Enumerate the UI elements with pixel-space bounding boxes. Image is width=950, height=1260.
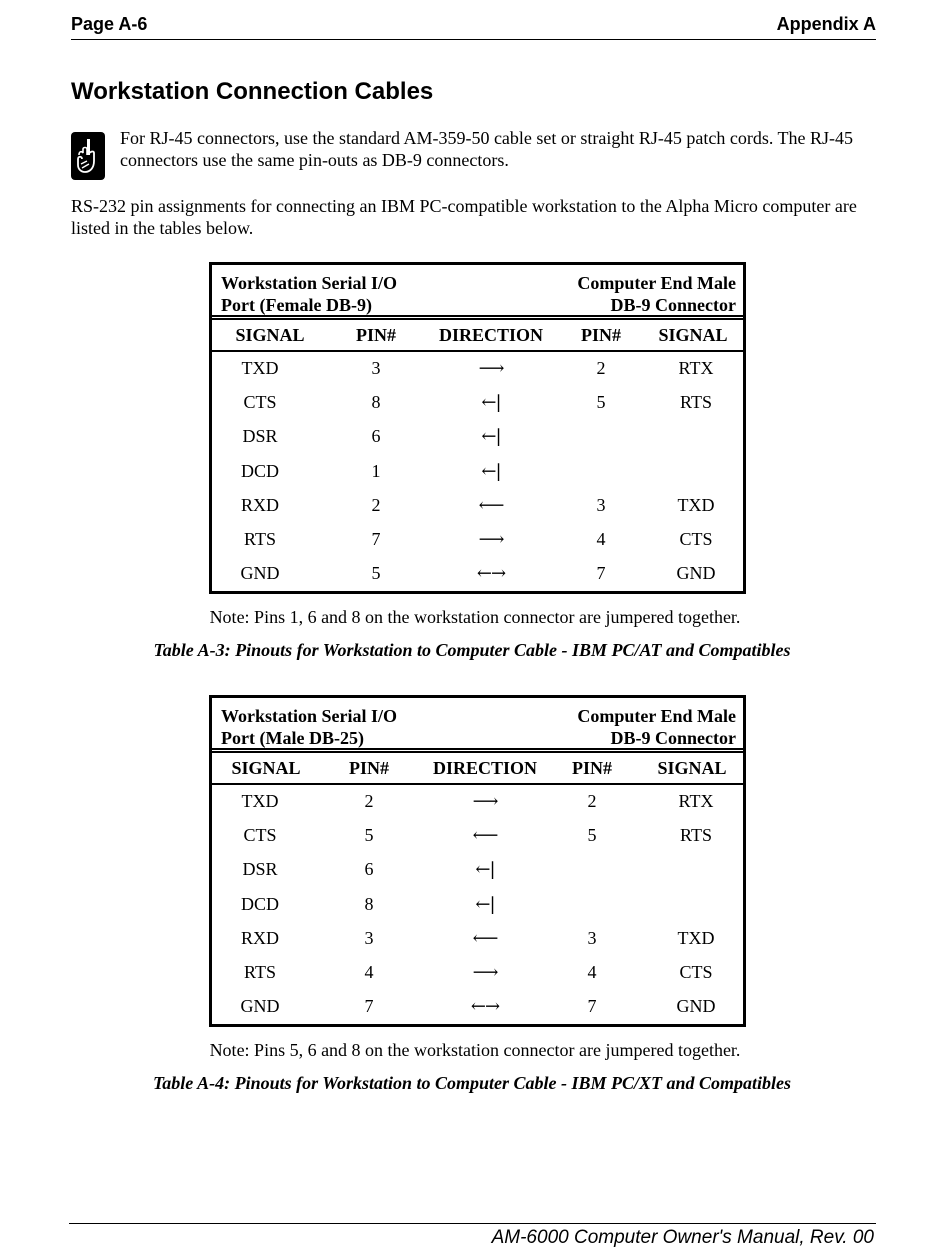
row-signal: RXD	[240, 927, 280, 948]
row-signal: TXD	[241, 358, 279, 378]
table-header	[212, 698, 743, 753]
row-signal: DCD	[240, 893, 280, 914]
section-title: Workstation Connection Cables	[71, 78, 434, 105]
header-line: Computer End Male	[577, 706, 736, 726]
row-direction: ←|	[481, 426, 501, 448]
table-row	[212, 888, 743, 922]
row-pin: 6	[364, 859, 374, 880]
row-pin: 6	[371, 426, 381, 447]
row-signal: RTX	[678, 791, 714, 811]
workstation-port-header	[221, 272, 397, 316]
column-header-signal: SIGNAL	[231, 758, 301, 778]
table-note: Note: Pins 5, 6 and 8 on the workstation connector are jumpered together.	[209, 1040, 741, 1060]
column-header-pin: PIN#	[572, 758, 612, 778]
row-pin: 3	[371, 358, 381, 378]
row-signal: TXD	[677, 494, 715, 515]
column-header-signal: SIGNAL	[235, 325, 305, 345]
header-line: Computer End Male	[577, 273, 736, 293]
table-row	[212, 853, 743, 887]
row-direction: ←|	[481, 460, 501, 482]
table-row	[212, 990, 743, 1024]
row-signal: TXD	[241, 791, 279, 811]
row-signal: DSR	[242, 859, 278, 880]
table-row	[212, 557, 743, 591]
row-signal: GND	[676, 563, 716, 584]
row-pin: 2	[364, 791, 374, 811]
table-header	[212, 265, 743, 320]
row-pin: 7	[364, 996, 374, 1017]
rj45-note: For RJ-45 connectors, use the standard AM-359-50 cable set or straight RJ-45 patch cords. The RJ-45 connectors use the same pin-outs as DB-9 connectors.	[120, 128, 854, 170]
table-row	[212, 386, 743, 420]
header-line: DB-9 Connector	[610, 295, 736, 315]
table-row	[212, 455, 743, 489]
appendix-label: Appendix A	[776, 14, 876, 34]
row-direction: ⟶	[478, 528, 504, 550]
row-pin: 5	[371, 563, 381, 584]
intro-paragraph: RS-232 pin assignments for connecting an IBM PC-compatible workstation to the Alpha Micro computer are listed in the tables below.	[71, 196, 857, 238]
row-pin: 2	[587, 791, 597, 811]
header-line: DB-9 Connector	[610, 728, 736, 748]
table-row	[212, 956, 743, 990]
header-line: Port (Male DB-25)	[221, 728, 364, 748]
row-signal: RTX	[678, 358, 714, 378]
row-direction: ⟵	[472, 825, 498, 847]
row-pin: 3	[587, 927, 597, 948]
table-row	[212, 819, 743, 853]
column-header-signal: SIGNAL	[657, 758, 727, 778]
column-header-direction: DIRECTION	[438, 325, 544, 345]
row-pin: 8	[371, 392, 381, 413]
table-caption: Table A-3: Pinouts for Workstation to Computer Cable - IBM PC/AT and Compatibles	[153, 640, 791, 660]
column-header-pin: PIN#	[581, 325, 621, 345]
row-pin: 7	[596, 563, 606, 584]
table-body	[212, 785, 743, 1024]
column-header-signal: SIGNAL	[658, 325, 728, 345]
row-signal: DCD	[240, 460, 280, 481]
row-pin: 2	[596, 358, 606, 378]
table-row	[212, 420, 743, 454]
table-row	[212, 489, 743, 523]
header-line: Workstation Serial I/O	[221, 706, 398, 726]
row-direction: ←→	[470, 996, 500, 1018]
row-pin: 4	[596, 528, 606, 549]
row-signal: GND	[240, 563, 280, 584]
table-row	[212, 922, 743, 956]
row-direction: ⟶	[472, 791, 498, 812]
row-direction: ←|	[475, 859, 495, 881]
row-signal: RTS	[244, 961, 276, 982]
page-footer: AM-6000 Computer Owner's Manual, Rev. 00	[491, 1227, 874, 1248]
row-signal: DSR	[242, 426, 278, 447]
row-pin: 3	[596, 494, 606, 515]
row-pin: 2	[371, 494, 381, 515]
table-note: Note: Pins 1, 6 and 8 on the workstation connector are jumpered together.	[209, 607, 741, 627]
column-header-pin: PIN#	[356, 325, 396, 345]
row-pin: 5	[587, 825, 597, 846]
row-direction: ⟶	[478, 358, 504, 379]
pointing-hand-icon	[70, 131, 106, 181]
row-pin: 7	[587, 996, 597, 1017]
table-row	[212, 785, 743, 819]
row-signal: RXD	[240, 494, 280, 515]
row-pin: 3	[364, 927, 374, 948]
row-direction: ←|	[475, 893, 495, 915]
row-pin: 5	[364, 825, 374, 846]
row-pin: 7	[371, 528, 381, 549]
computer-end-header	[577, 272, 736, 316]
row-signal: RTS	[244, 528, 276, 549]
column-headers	[212, 320, 743, 352]
table-caption: Table A-4: Pinouts for Workstation to Computer Cable - IBM PC/XT and Compatibles	[152, 1073, 792, 1093]
row-signal: CTS	[679, 528, 713, 549]
table-row	[212, 523, 743, 557]
column-header-direction: DIRECTION	[432, 758, 538, 778]
table-body	[212, 352, 743, 591]
column-header-pin: PIN#	[349, 758, 389, 778]
row-pin: 4	[364, 961, 374, 982]
row-pin: 8	[364, 893, 374, 914]
column-headers	[212, 753, 743, 785]
row-direction: ←|	[481, 392, 501, 414]
row-signal: TXD	[677, 927, 715, 948]
computer-end-header	[577, 705, 736, 749]
pinout-table-a3	[209, 262, 746, 594]
row-signal: CTS	[243, 825, 277, 846]
row-pin: 5	[596, 392, 606, 413]
header-line: Port (Female DB-9)	[221, 295, 372, 315]
row-direction: ←→	[476, 563, 506, 585]
pinout-table-a4	[209, 695, 746, 1027]
row-signal: RTS	[680, 392, 712, 413]
row-direction: ⟵	[478, 494, 504, 516]
row-direction: ⟶	[472, 961, 498, 983]
row-signal: GND	[676, 996, 716, 1017]
workstation-port-header	[221, 705, 397, 749]
row-signal: RTS	[680, 825, 712, 846]
header-line: Workstation Serial I/O	[221, 273, 398, 293]
table-row	[212, 352, 743, 386]
row-pin: 4	[587, 961, 597, 982]
row-pin: 1	[371, 460, 381, 481]
page-header	[71, 14, 876, 40]
page-number: Page A-6	[71, 14, 148, 34]
footer-rule	[69, 1223, 876, 1224]
row-direction: ⟵	[472, 927, 498, 949]
row-signal: GND	[240, 996, 280, 1017]
row-signal: CTS	[679, 961, 713, 982]
row-signal: CTS	[243, 392, 277, 413]
